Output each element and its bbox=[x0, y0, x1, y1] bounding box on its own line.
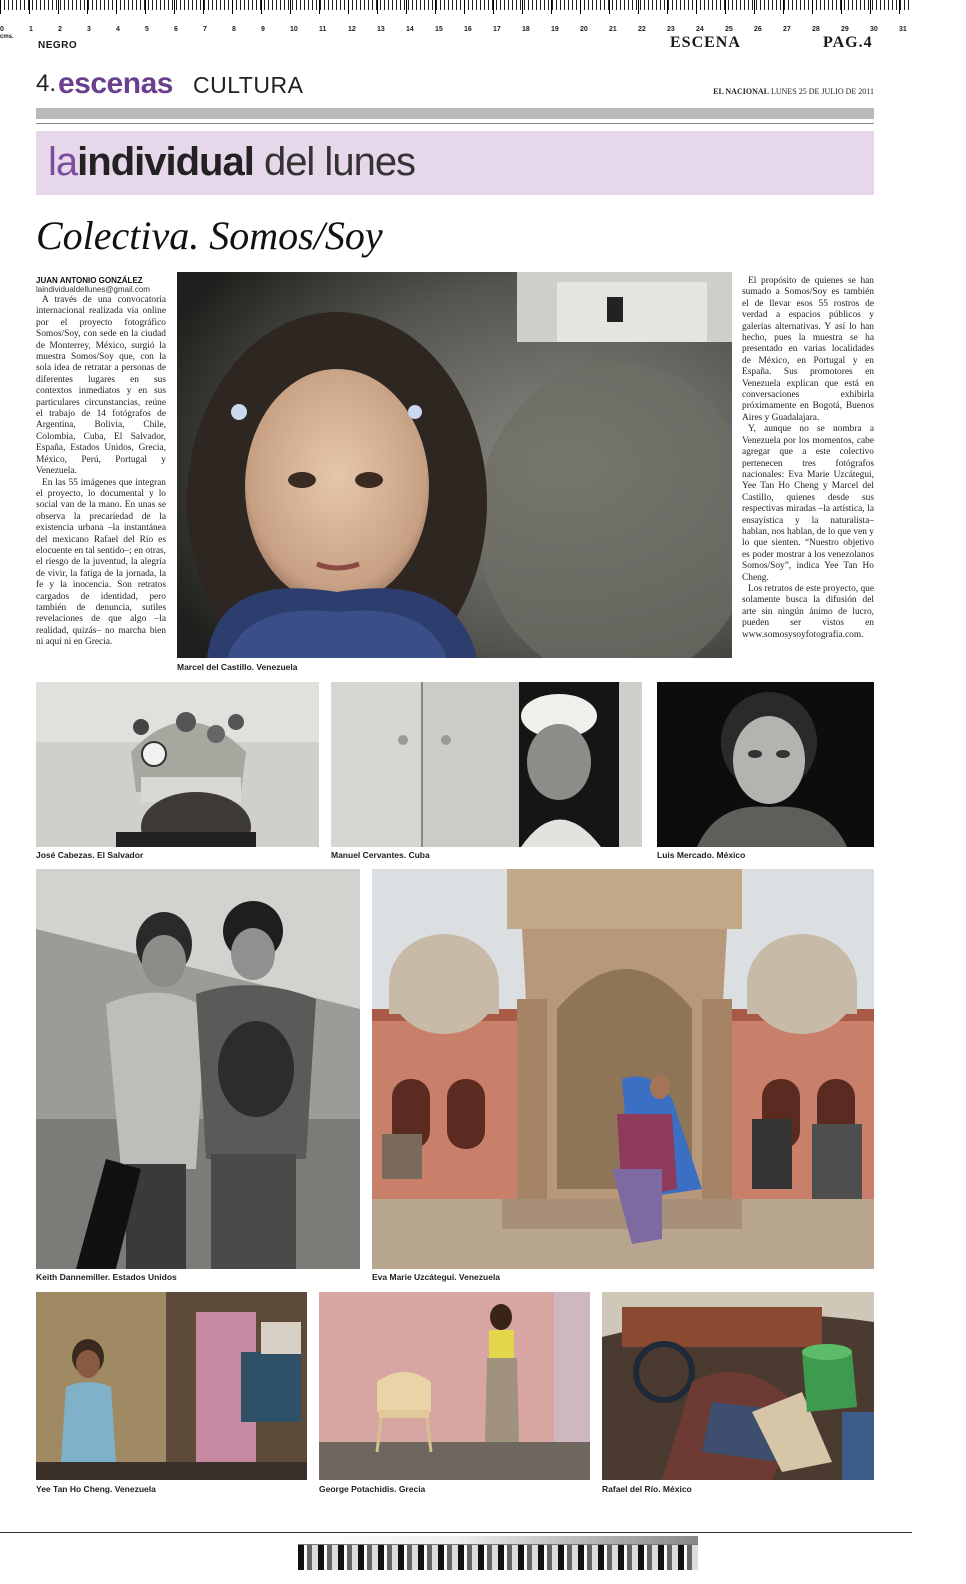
article-author: JUAN ANTONIO GONZÁLEZ bbox=[36, 276, 143, 285]
photo-caption: George Potachidis. Grecia bbox=[319, 1484, 426, 1494]
ruler-number: 2 bbox=[58, 26, 62, 33]
ruler-number: 7 bbox=[203, 26, 207, 33]
article-left-column bbox=[36, 276, 166, 649]
photo-skateboarders bbox=[36, 869, 360, 1269]
article-headline: Colectiva. Somos/Soy bbox=[36, 213, 383, 258]
photo-image bbox=[319, 1292, 590, 1480]
ruler-number: 9 bbox=[261, 26, 265, 33]
header-gray-rule bbox=[36, 108, 874, 119]
photo-pink-wall-chair bbox=[319, 1292, 590, 1480]
photo-old-woman-door bbox=[331, 682, 642, 847]
author-email: laindividualdellunes@gmail.com bbox=[36, 285, 150, 294]
section-name: CULTURA bbox=[193, 72, 304, 98]
photo-caption: Luis Mercado. México bbox=[657, 850, 746, 860]
photo-image bbox=[36, 682, 319, 847]
column-title bbox=[48, 140, 415, 185]
photo-young-man-portrait bbox=[657, 682, 874, 847]
column-title-suffix: del lunes bbox=[253, 140, 416, 184]
photo-girl-doorway bbox=[36, 1292, 307, 1480]
paragraph: En las 55 imágenes que integran el proyecto, lo documental y lo social van de la mano. En unas se observa la precariedad de la existencia urbana –la instantánea del mexicano Rafael del Río es elocuente en tal sentido–; en otras, el riesgo de la juventud, la alegría de vivir, la fatiga de la jornada, la fe y la inocencia. Son retratos cargados de identidad, pero también de denuncia, sutiles revelaciones de que algo –la realidad, quizás– no marcha bien ni aquí ni en Grecia. bbox=[36, 477, 166, 648]
ruler-number: 30 bbox=[870, 26, 878, 33]
photo-caption: Yee Tan Ho Cheng. Venezuela bbox=[36, 1484, 156, 1494]
photo-caption: Marcel del Castillo. Venezuela bbox=[177, 662, 298, 672]
ruler-number: 28 bbox=[812, 26, 820, 33]
printer-ruler bbox=[0, 0, 912, 22]
ruler-number: 14 bbox=[406, 26, 414, 33]
photo-caption: Rafael del Río. México bbox=[602, 1484, 692, 1494]
ruler-number: 4 bbox=[116, 26, 120, 33]
ruler-number: 20 bbox=[580, 26, 588, 33]
masthead-date bbox=[713, 87, 874, 96]
photo-caption: Keith Dannemiller. Estados Unidos bbox=[36, 1272, 177, 1282]
ruler-number: 16 bbox=[464, 26, 472, 33]
photo-man-headdress bbox=[36, 682, 319, 847]
main-photo-image bbox=[177, 272, 732, 658]
ruler-unit: cms. bbox=[0, 34, 14, 40]
ruler-number: 12 bbox=[348, 26, 356, 33]
ruler-number: 19 bbox=[551, 26, 559, 33]
ruler-number: 1 bbox=[29, 26, 33, 33]
column-title-prefix: la bbox=[48, 140, 78, 184]
ruler-numbers bbox=[0, 26, 912, 38]
photo-image bbox=[36, 869, 360, 1269]
ruler-number: 18 bbox=[522, 26, 530, 33]
photo-caption: Eva Marie Uzcátegui. Venezuela bbox=[372, 1272, 501, 1282]
ruler-number: 15 bbox=[435, 26, 443, 33]
photo-mosque-woman bbox=[372, 869, 874, 1269]
photo-image bbox=[657, 682, 874, 847]
photo-image bbox=[36, 1292, 307, 1480]
ruler-number: 26 bbox=[754, 26, 762, 33]
ruler-major-ticks bbox=[0, 0, 912, 14]
publication-date: LUNES 25 DE JULIO DE 2011 bbox=[770, 87, 874, 96]
ruler-number: 11 bbox=[319, 26, 327, 33]
ruler-number: 24 bbox=[696, 26, 704, 33]
control-strip-gradient bbox=[298, 1536, 698, 1545]
ruler-number: 10 bbox=[290, 26, 298, 33]
ruler-number: 29 bbox=[841, 26, 849, 33]
photo-caption: José Cabezas. El Salvador bbox=[36, 850, 144, 860]
main-photo-girl-portrait bbox=[177, 272, 732, 658]
ruler-number: 3 bbox=[87, 26, 91, 33]
ruler-number: 31 bbox=[899, 26, 907, 33]
paragraph: A través de una convocatoria internacional realizada vía online por el proyecto fotográfico Somos/Soy, con sede en la ciudad de Monterrey, México, surgió la muestra Somos/Soy que, con la sola idea de retratar a personas de diferentes lugares en sus contextos inmediatos y en sus particulares circunstancias, reúne el trabajo de 14 fotógrafos de Argentina, Bolivia, Chile, Colombia, Cuba, El Salvador, España, Estados Unidos, Grecia, México, Perú, Portugal y Venezuela. bbox=[36, 295, 166, 477]
control-strip-patches bbox=[298, 1545, 698, 1570]
photo-image bbox=[372, 869, 874, 1269]
ruler-number: 6 bbox=[174, 26, 178, 33]
paragraph: Y, aunque no se nombra a Venezuela por los momentos, cabe agregar que a este colectivo pertenecen tres fotógrafos nacionales: Eva Marie Uzcátegui, Yee Tan Ho Cheng y Marcel del Castillo, quienes desde sus respectivas miradas –la artística, la ensayística y la naturalista– hablan, nos hablan, de lo que ven y lo que sienten. “Nuestro objetivo es poder mostrar a los venezolanos Somos/Soy”, indica Yee Tan Ho Cheng. bbox=[742, 424, 874, 583]
control-strip-label bbox=[228, 1536, 298, 1570]
plate-color-label: NEGRO bbox=[38, 40, 78, 51]
page-mark: PAG.4 bbox=[823, 34, 873, 51]
ruler-number: 22 bbox=[638, 26, 646, 33]
section-mark: ESCENA bbox=[670, 34, 741, 51]
ruler-number: 27 bbox=[783, 26, 791, 33]
newspaper-name: EL NACIONAL bbox=[713, 87, 769, 96]
ruler-number: 25 bbox=[725, 26, 733, 33]
print-control-strip bbox=[228, 1536, 698, 1570]
ruler-number: 23 bbox=[667, 26, 675, 33]
photo-caption: Manuel Cervantes. Cuba bbox=[331, 850, 430, 860]
header-thin-rule bbox=[36, 123, 874, 124]
article-right-column bbox=[742, 276, 874, 641]
ruler-number: 8 bbox=[232, 26, 236, 33]
ruler-number: 5 bbox=[145, 26, 149, 33]
photo-image bbox=[331, 682, 642, 847]
page-number: 4. bbox=[36, 70, 57, 97]
ruler-number: 21 bbox=[609, 26, 617, 33]
footer-rule bbox=[0, 1532, 912, 1533]
photo-car-interior bbox=[602, 1292, 874, 1480]
ruler-number: 0 bbox=[0, 26, 4, 33]
paragraph: Los retratos de este proyecto, que solamente busca la difusión del arte sin ningún ánimo de lucro, pueden ser vistos en www.somosysoyfotografia.com. bbox=[742, 583, 874, 640]
section-brand: escenas bbox=[58, 67, 173, 100]
column-title-bold: individual bbox=[77, 140, 254, 184]
ruler-number: 13 bbox=[377, 26, 385, 33]
photo-image bbox=[602, 1292, 874, 1480]
paragraph: El propósito de quienes se han sumado a Somos/Soy es también el de llevar esos 55 rostros de verdad a espacios públicos y galerías alternativas. Y así lo han hecho, pues la muestra se ha presentado en varias localidades de México, en Portugal y en España. Sus promotores en Venezuela explican que está en conversaciones exhibirla próximamente en Bogotá, Buenos Aires y Guadalajara. bbox=[742, 276, 874, 423]
ruler-number: 17 bbox=[493, 26, 501, 33]
